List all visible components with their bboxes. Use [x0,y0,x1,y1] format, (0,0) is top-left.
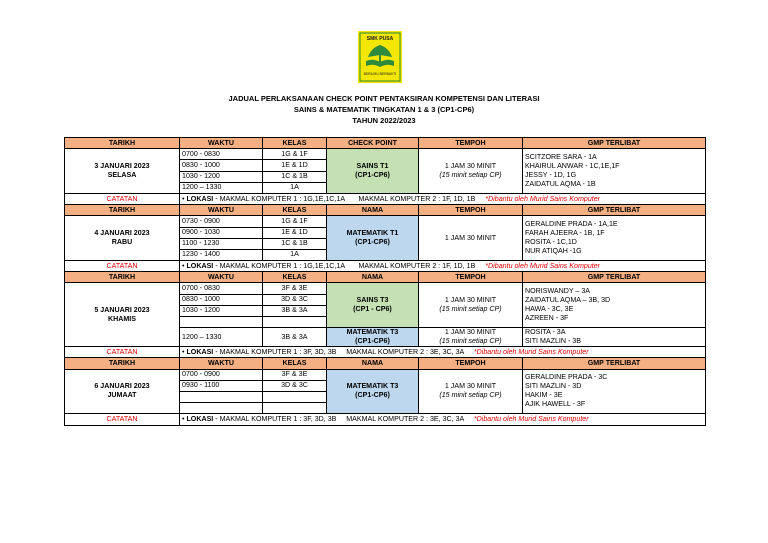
table-cell: • LOKASI - MAKMAL KOMPUTER 1 : 1G,1E,1C,1A MAKMAL KOMPUTER 2 : 1F, 1D, 1B *Dibantu oleh Murid Sains Komputer [180,261,706,272]
table-cell: 1C & 1B [263,171,327,182]
table-cell: TEMPOH [419,358,523,369]
table-cell: 3D & 3C [263,294,327,305]
day-cell: 5 JANUARI 2023 KHAMIS [65,283,180,347]
table-cell: NAMA [327,358,419,369]
header-row [65,272,706,283]
subject-cell: SAINS T3 (CP1 - CP6) [327,283,419,328]
tempoh-cell: 1 JAM 30 MINIT (15 minit setiap CP) [419,369,523,414]
col-gmp: GMP TERLIBAT [523,138,706,149]
table-cell: KELAS [263,272,327,283]
table-cell: 1 JAM 30 MINIT (15 minit setiap CP) [419,328,523,347]
logo-text: SMK PUSA [366,36,394,42]
col-tempoh: TEMPOH [419,138,523,149]
subject-cell: MATEMATIK T1 (CP1-CP6) [327,216,419,261]
table-cell: TARIKH [65,205,180,216]
header-row [65,205,706,216]
logo-motto: BERILMU BERBAKTI [363,72,397,76]
table-cell: • LOKASI - MAKMAL KOMPUTER 1 : 1G,1E,1C,1A MAKMAL KOMPUTER 2 : 1F, 1D, 1B *Dibantu oleh Murid Sains Komputer [180,193,706,204]
table-row [65,149,706,160]
table-cell: TEMPOH [419,205,523,216]
table-cell: ROSITA - 3A SITI MAZLIN - 3B [523,328,706,347]
table-cell: CATATAN [65,414,180,425]
table-cell: 1030 - 1200 [180,171,263,182]
col-kelas: KELAS [263,138,327,149]
table-row [65,283,706,294]
subject-cell: MATEMATIK T3 (CP1-CP6) [327,369,419,414]
tempoh-cell: 1 JAM 30 MINIT (15 minit setiap CP) [419,149,523,194]
table-cell: WAKTU [180,358,263,369]
table-cell: NAMA [327,205,419,216]
col-tarikh: TARIKH [65,138,180,149]
table-cell: GMP TERLIBAT [523,358,706,369]
title-line-2: SAINS & MATEMATIK TINGKATAN 1 & 3 (CP1-CP6) [293,105,475,114]
day-cell: 3 JANUARI 2023 SELASA [65,149,180,194]
gmp-cell: GERALDINE PRADA - 1A,1E FARAH AJEERA - 1B, 1F ROSITA - 1C,1D NUR ATIQAH -1G [523,216,706,261]
catatan-row [65,414,706,425]
col-waktu: WAKTU [180,138,263,149]
table-cell: CATATAN [65,347,180,358]
day-cell: 4 JANUARI 2023 RABU [65,216,180,261]
table-cell: CATATAN [65,261,180,272]
table-cell: 1E & 1D [263,227,327,238]
table-cell: 3D & 3C [263,380,327,391]
table-cell: 1030 - 1200 [180,305,263,316]
table-row [65,369,706,380]
table-cell: 1G & 1F [263,216,327,227]
title-line-1: JADUAL PERLAKSANAAN CHECK POINT PENTAKSIRAN KOMPETENSI DAN LITERASI [228,94,540,103]
table-cell: GMP TERLIBAT [523,272,706,283]
table-cell: TARIKH [65,358,180,369]
tempoh-cell: 1 JAM 30 MINIT [419,216,523,261]
col-check-point: CHECK POINT [327,138,419,149]
table-cell: 1C & 1B [263,238,327,249]
table-cell: 3B & 3A [263,305,327,316]
gmp-cell: GERALDINE PRADA - 3C SITI MAZLIN - 3D HAKIM - 3E AJIK HAWELL - 3F [523,369,706,414]
table-cell: WAKTU [180,272,263,283]
table-cell: • LOKASI - MAKMAL KOMPUTER 1 : 3F, 3D, 3B MAKMAL KOMPUTER 2 : 3E, 3C, 3A *Dibantu oleh Murid Sains Komputer [180,414,706,425]
table-cell: WAKTU [180,205,263,216]
tempoh-cell: 1 JAM 30 MINIT (15 minit setiap CP) [419,283,523,328]
header-row [65,358,706,369]
table-cell [263,391,327,402]
table-cell: 1100 - 1230 [180,238,263,249]
table-cell: KELAS [263,358,327,369]
table-cell [180,403,263,414]
table-cell: NAMA [327,272,419,283]
table-cell: 1A [263,182,327,193]
table-cell: 0900 - 1030 [180,227,263,238]
schedule-table [64,137,706,426]
table-cell: 1G & 1F [263,149,327,160]
table-cell: 0930 - 1100 [180,380,263,391]
table-cell: 3B & 3A [263,328,327,347]
table-row [65,216,706,227]
subject-cell-2: MATEMATIK T3 (CP1-CP6) [327,328,419,347]
header-row [65,138,706,149]
document-title [0,93,768,126]
table-cell: 1A [263,249,327,260]
table-cell: 1200 – 1330 [180,182,263,193]
table-cell: 0830 - 1000 [180,160,263,171]
catatan-row [65,347,706,358]
table-cell: 0730 - 0900 [180,216,263,227]
subject-cell: SAINS T1 (CP1-CP6) [327,149,419,194]
table-cell: KELAS [263,205,327,216]
table-cell: 0830 - 1000 [180,294,263,305]
day-cell: 6 JANUARI 2023 JUMAAT [65,369,180,414]
title-line-3: TAHUN 2022/2023 [352,116,416,125]
table-cell [180,391,263,402]
table-cell: • LOKASI - MAKMAL KOMPUTER 1 : 3F, 3D, 3B MAKMAL KOMPUTER 2 : 3E, 3C, 3A *Dibantu oleh Murid Sains Komputer [180,347,706,358]
table-cell: TARIKH [65,272,180,283]
table-cell: TEMPOH [419,272,523,283]
table-cell: 0700 - 0830 [180,149,263,160]
gmp-cell: SCITZORE SARA - 1A KHAIRUL ANWAR - 1C,1E,1F JESSY - 1D, 1G ZAIDATUL AQMA - 1B [523,149,706,194]
table-cell: GMP TERLIBAT [523,205,706,216]
table-cell [263,403,327,414]
gmp-cell: NORISWANDY – 3A ZAIDATUL AQMA – 3B, 3D HAWA - 3C, 3E AZREEN - 3F [523,283,706,328]
table-cell: 3F & 3E [263,283,327,294]
table-cell: 1200 – 1330 [180,328,263,347]
table-cell [180,317,263,328]
table-cell: 0700 - 0830 [180,283,263,294]
table-cell: 3F & 3E [263,369,327,380]
table-cell: CATATAN [65,193,180,204]
catatan-row [65,193,706,204]
table-cell: 0700 - 0900 [180,369,263,380]
catatan-row [65,261,706,272]
table-cell: 1230 - 1400 [180,249,263,260]
table-cell [263,317,327,328]
table-cell: 1E & 1D [263,160,327,171]
school-logo [358,31,402,83]
